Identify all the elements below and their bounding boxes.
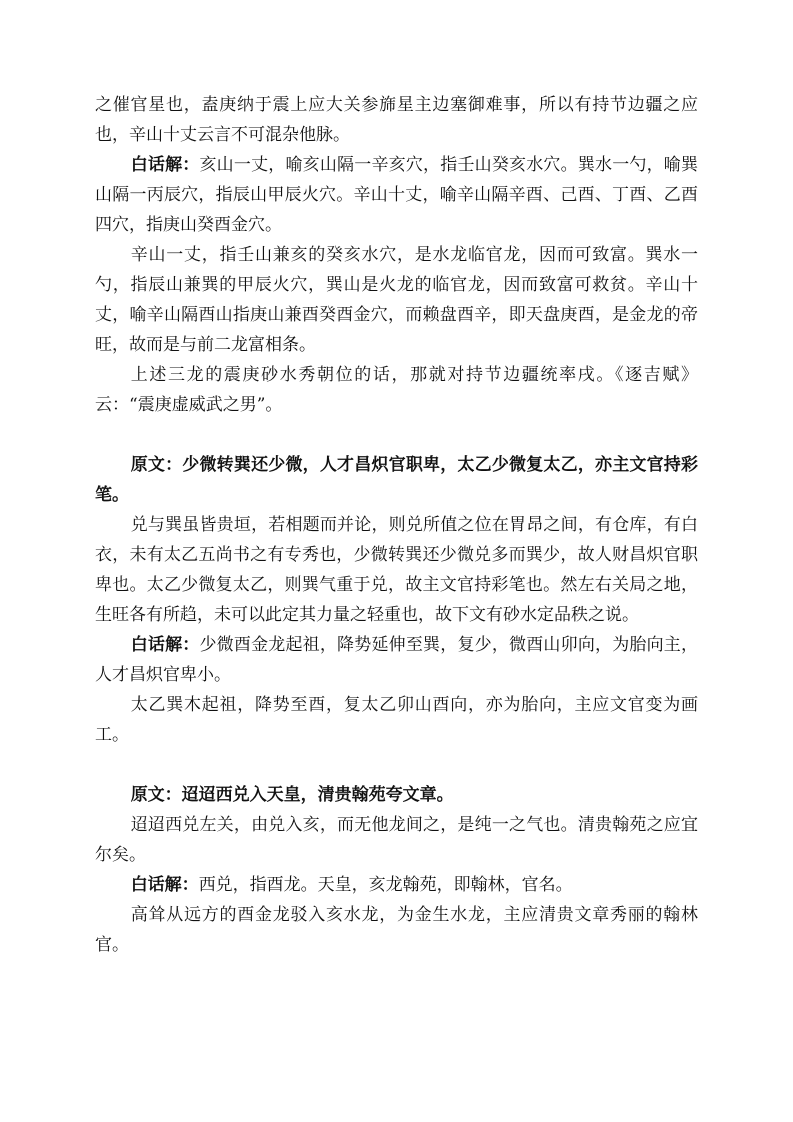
- paragraph-text: 之催官星也，盍庚纳于震上应大关参旆星主边塞御难事，所以有持节边疆之应也，辛山十丈云言不可混杂他脉。: [95, 95, 698, 145]
- original-text-heading: 原文：少微转巽还少微，人才昌炽官职卑，太乙少微复太乙，亦主文官持彩笔。: [95, 455, 698, 505]
- document-page: [95, 90, 698, 960]
- explanation-text: 亥山一丈，喻亥山隔一辛亥穴，指壬山癸亥水穴。巽水一勺，喻巽山隔一丙辰穴，指辰山甲辰火穴。辛山十丈，喻辛山隔辛酉、己酉、丁酉、乙酉四穴，指庚山癸酉金穴。: [95, 155, 699, 235]
- original-text-heading: 原文：迢迢西兑入天皇，清贵翰苑夸文章。: [130, 785, 454, 805]
- section-gap: [95, 750, 698, 780]
- paragraph-text: 太乙巽木起祖，降势至酉，复太乙卯山酉向，亦为胎向，主应文官变为画工。: [95, 695, 698, 745]
- explanation-label: 白话解：: [130, 635, 200, 655]
- paragraph-explanation: [95, 150, 698, 240]
- explanation-text: 少微酉金龙起祖，降势延伸至巽，复少，微酉山卯向，为胎向主，人才昌炽官卑小。: [95, 635, 699, 685]
- section-gap: [95, 420, 698, 450]
- paragraph-text: 辛山一丈，指壬山兼亥的癸亥水穴，是水龙临官龙，因而可致富。巽水一勺，指辰山兼巽的甲辰火穴，巽山是火龙的临官龙，因而致富可救贫。辛山十丈，喻辛山隔酉山指庚山兼酉癸酉金穴，而赖盘酉辛，即天盘庚酉，是金龙的帝旺，故而是与前二龙富相条。: [95, 245, 698, 355]
- paragraph-explanation: [95, 630, 698, 690]
- explanation-label: 白话解：: [130, 155, 200, 175]
- paragraph-text: 兑与巽虽皆贵垣，若相题而并论，则兑所值之位在胃昂之间，有仓库，有白衣，未有太乙五尚书之有专秀也，少微转巽还少微兑多而巽少，故人财昌炽官职卑也。太乙少微复太乙，则巽气重于兑，故主文官持彩笔也。然左右关局之地，生旺各有所趋，未可以此定其力量之轻重也，故下文有砂水定品秩之说。: [95, 515, 698, 625]
- paragraph-text: 高耸从远方的酉金龙驳入亥水龙，为金生水龙，主应清贵文章秀丽的翰林官。: [95, 905, 698, 955]
- paragraph-explanation: [95, 870, 698, 900]
- paragraph-text: 迢迢西兑左关，由兑入亥，而无他龙间之，是纯一之气也。清贵翰苑之应宜尔矣。: [95, 815, 698, 865]
- paragraph-text: 上述三龙的震庚砂水秀朝位的话，那就对持节边疆统率戌。《逐吉赋》云：“震庚虚威武之男”。: [95, 365, 698, 415]
- explanation-text: 西兑，指酉龙。天皇，亥龙翰苑，即翰林，官名。: [198, 875, 573, 895]
- explanation-label: 白话解：: [130, 875, 199, 895]
